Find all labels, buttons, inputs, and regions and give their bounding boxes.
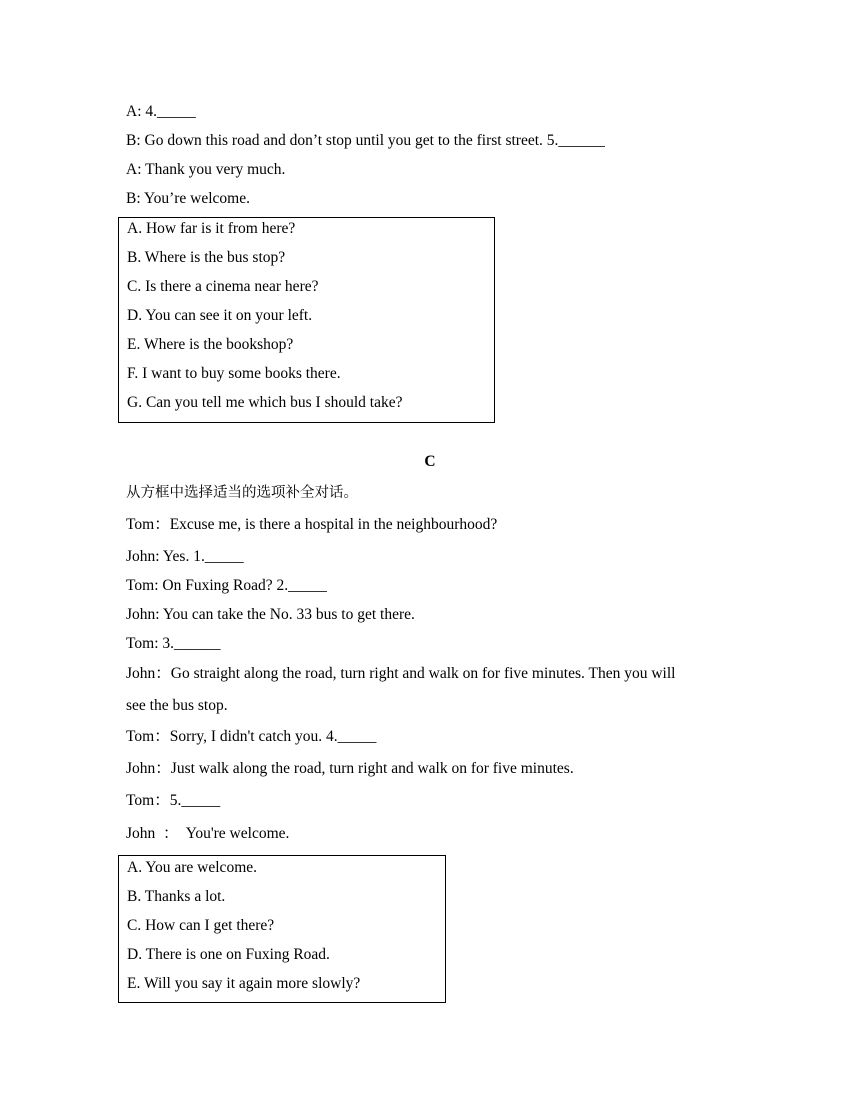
dialogue-line: Tom：Sorry, I didn't catch you. 4._____	[126, 728, 377, 745]
option-item: C. Is there a cinema near here?	[127, 278, 319, 295]
dialogue-line: B: You’re welcome.	[126, 190, 250, 207]
options-box	[118, 217, 495, 423]
dialogue-line: John：Go straight along the road, turn right and walk on for five minutes. Then you will	[126, 665, 676, 682]
dialogue-line: Tom：Excuse me, is there a hospital in the neighbourhood?	[126, 516, 498, 533]
section-heading: C	[424, 453, 436, 470]
option-item: E. Will you say it again more slowly?	[127, 975, 361, 992]
option-item: A. You are welcome.	[127, 859, 258, 876]
dialogue-line: John：Just walk along the road, turn right and walk on for five minutes.	[126, 760, 574, 777]
option-item: B. Thanks a lot.	[127, 888, 226, 905]
dialogue-line: B: Go down this road and don’t stop until you get to the first street. 5.______	[126, 132, 605, 149]
dialogue-line: Tom：5._____	[126, 792, 221, 809]
option-item: C. How can I get there?	[127, 917, 275, 934]
option-item: A. How far is it from here?	[127, 220, 296, 237]
dialogue-line: see the bus stop.	[126, 697, 228, 714]
dialogue-line: John: You can take the No. 33 bus to get there.	[126, 606, 415, 623]
section-instruction: 从方框中选择适当的选项补全对话。	[126, 485, 358, 501]
options-box	[118, 855, 446, 1003]
option-item: B. Where is the bus stop?	[127, 249, 286, 266]
dialogue-line: Tom: On Fuxing Road? 2._____	[126, 577, 327, 594]
dialogue-line: John ： You're welcome.	[126, 825, 290, 842]
dialogue-line: A: Thank you very much.	[126, 161, 286, 178]
option-item: D. There is one on Fuxing Road.	[127, 946, 330, 963]
option-item: E. Where is the bookshop?	[127, 336, 294, 353]
dialogue-line: John: Yes. 1._____	[126, 548, 244, 565]
option-item: G. Can you tell me which bus I should take?	[127, 394, 403, 411]
option-item: F. I want to buy some books there.	[127, 365, 341, 382]
dialogue-line: A: 4._____	[126, 103, 196, 120]
option-item: D. You can see it on your left.	[127, 307, 313, 324]
dialogue-line: Tom: 3.______	[126, 635, 221, 652]
